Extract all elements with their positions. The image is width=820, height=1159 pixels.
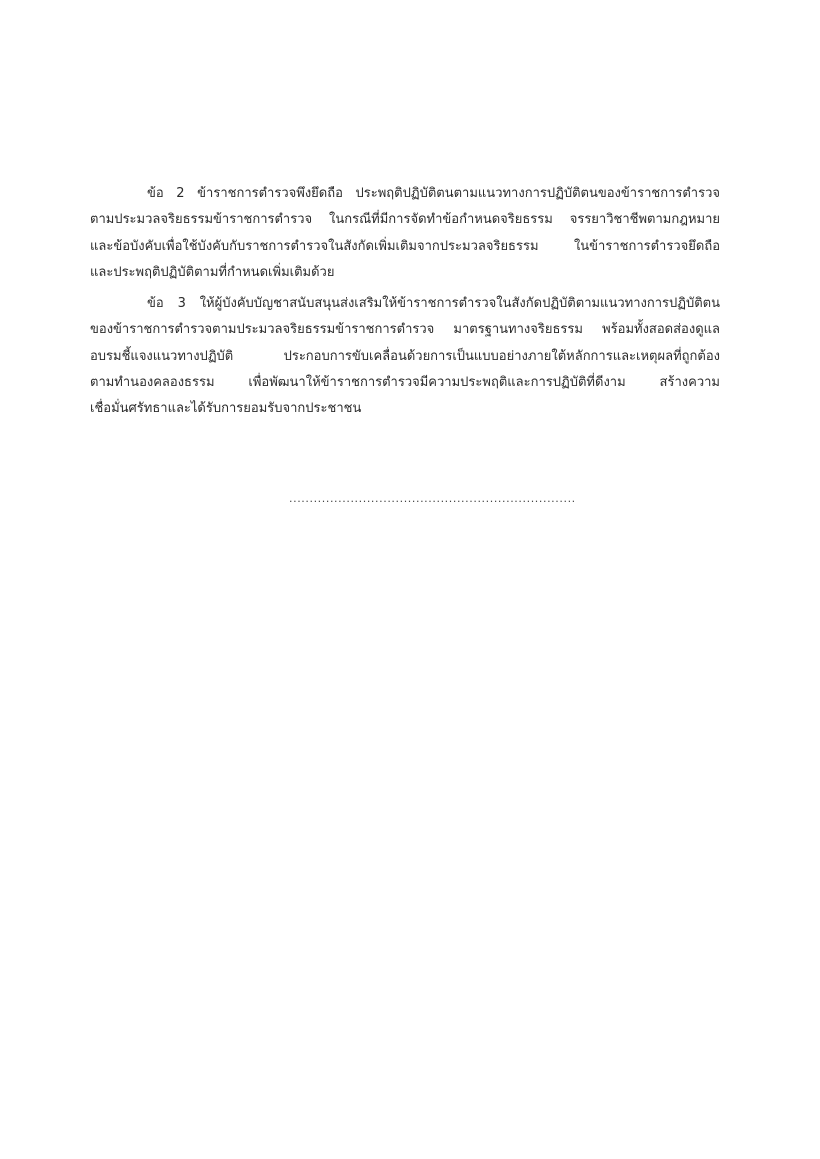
paragraph-clause-2	[90, 181, 720, 286]
paragraph-line: และข้อบังคับเพื่อใช้บังคับกับราชการตำรวจในสังกัดเพิ่มเติมจากประมวลจริยธรรม ในข้าราชการตำรวจยึดถือ	[90, 238, 720, 254]
paragraph-line: และประพฤติปฏิบัติตามที่กำหนดเพิ่มเติมด้วย	[90, 264, 335, 280]
paragraph-clause-3	[90, 291, 720, 422]
paragraph-line: ตามประมวลจริยธรรมข้าราชการตำรวจ ในกรณีที่มีการจัดทำข้อกำหนดจริยธรรม จรรยาวิชาชีพตามกฎหมาย	[90, 212, 720, 228]
paragraph-line: ของข้าราชการตำรวจตามประมวลจริยธรรมข้าราชการตำรวจ มาตรฐานทางจริยธรรม พร้อมทั้งสอดส่องดูแล	[90, 322, 720, 338]
paragraph-line: ข้อ 3 ให้ผู้บังคับบัญชาสนับสนุนส่งเสริมให้ข้าราชการตำรวจในสังกัดปฏิบัติตามแนวทางการปฏิบัติตน	[147, 296, 720, 312]
paragraph-line: อบรมชี้แจงแนวทางปฏิบัติ ประกอบการขับเคลื่อนด้วยการเป็นแบบอย่างภายใต้หลักการและเหตุผลที่ถูกต้อง	[90, 348, 720, 364]
paragraph-line: เชื่อมั่นศรัทธาและได้รับการยอมรับจากประชาชน	[90, 401, 362, 417]
end-of-document-dotted-line: ......................................................................	[289, 492, 576, 505]
document-body	[90, 181, 720, 423]
paragraph-line: ตามทำนองคลองธรรม เพื่อพัฒนาให้ข้าราชการตำรวจมีความประพฤติและการปฏิบัติที่ดีงาม สร้างความ	[90, 375, 720, 391]
paragraph-line: ข้อ 2 ข้าราชการตำรวจพึงยึดถือ ประพฤติปฏิบัติตนตามแนวทางการปฏิบัติตนของข้าราชการตำรวจ	[147, 186, 720, 201]
